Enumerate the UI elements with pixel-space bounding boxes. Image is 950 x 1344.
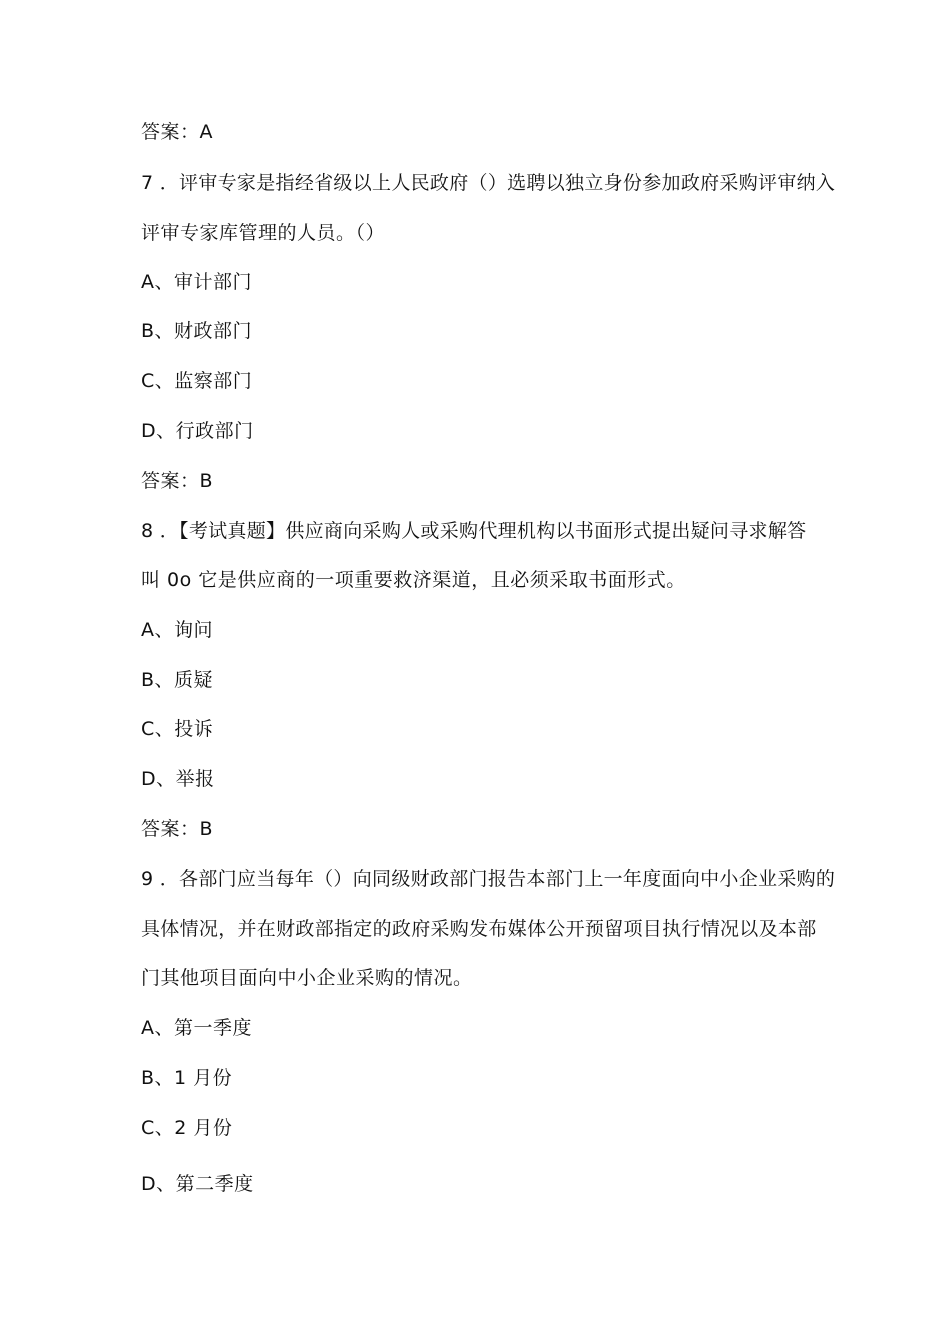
question-9-option-c: C、2 月份 — [141, 1117, 233, 1139]
question-7-answer: 答案：B — [141, 470, 214, 492]
question-8-text-line-2: 叫 0o 它是供应商的一项重要救济渠道，且必须采取书面形式。 — [141, 569, 686, 591]
question-7-text-line-1: 7 ．评审专家是指经省级以上人民政府（）选聘以独立身份参加政府采购评审纳入 — [141, 172, 836, 194]
question-9-option-d: D、第二季度 — [141, 1173, 254, 1195]
previous-answer: 答案：A — [141, 121, 213, 143]
question-7-option-a: A、审计部门 — [141, 271, 252, 293]
question-8-option-d: D、举报 — [141, 768, 215, 790]
question-8-answer: 答案：B — [141, 818, 214, 840]
question-8-option-b: B、质疑 — [141, 669, 214, 691]
question-8-option-c: C、投诉 — [141, 718, 214, 740]
question-7-option-b: B、财政部门 — [141, 320, 253, 342]
question-9-option-a: A、第一季度 — [141, 1017, 252, 1039]
question-7-option-c: C、监察部门 — [141, 370, 253, 392]
question-8-text-line-1: 8 ．【考试真题】供应商向采购人或采购代理机构以书面形式提出疑问寻求解答 — [141, 520, 807, 542]
question-9-text-line-3: 门其他项目面向中小企业采购的情况。 — [141, 967, 473, 989]
question-7-option-d: D、行政部门 — [141, 420, 254, 442]
question-9-text-line-2: 具体情况，并在财政部指定的政府采购发布媒体公开预留项目执行情况以及本部 — [141, 918, 817, 940]
question-9-text-line-1: 9 ．各部门应当每年（）向同级财政部门报告本部门上一年度面向中小企业采购的 — [141, 868, 836, 890]
question-9-option-b: B、1 月份 — [141, 1067, 233, 1089]
question-7-text-line-2: 评审专家库管理的人员。（） — [141, 222, 386, 244]
question-8-option-a: A、询问 — [141, 619, 213, 641]
